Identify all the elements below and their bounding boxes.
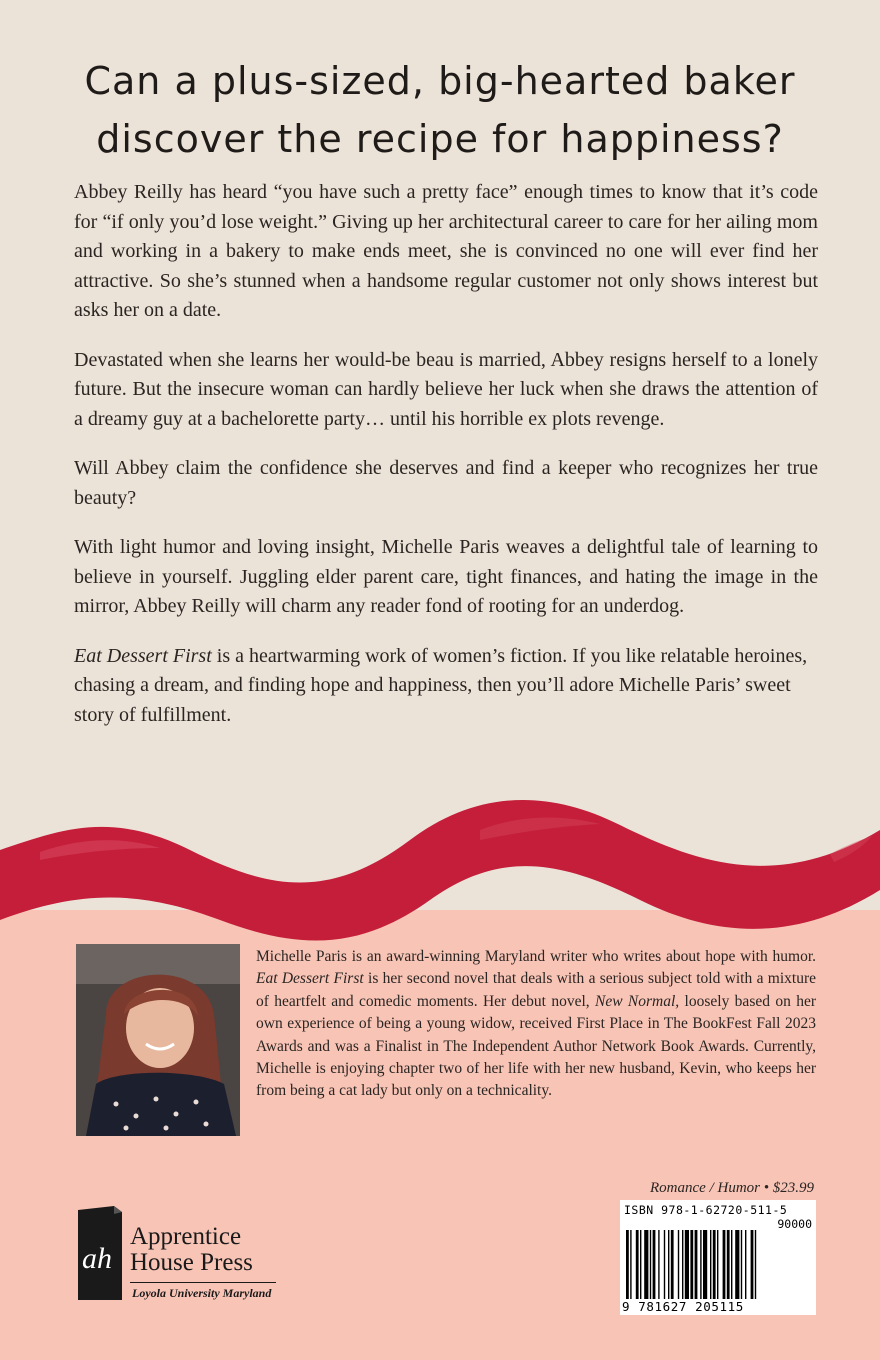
isbn-label: ISBN 978-1-62720-511-5: [624, 1203, 788, 1217]
bio-text-2: is her second novel that deals with a serious subject told with a mixture of heartfelt and comedic moments. Her debut novel,: [256, 970, 816, 1010]
barcode-bar: [626, 1230, 629, 1302]
barcode-bar: [678, 1230, 679, 1302]
barcode-bar: [731, 1230, 732, 1302]
barcode-bar: [636, 1230, 639, 1302]
publisher-rule: [130, 1282, 276, 1283]
barcode-bar: [710, 1230, 711, 1302]
barcode-bar: [751, 1230, 754, 1302]
author-photo: [76, 944, 240, 1136]
barcode-bar: [735, 1230, 739, 1302]
barcode-bar: [668, 1230, 669, 1302]
barcode-bar: [755, 1230, 756, 1302]
publisher-name-line-2: House Press: [130, 1249, 253, 1276]
synopsis: [74, 178, 818, 750]
publisher-name: [130, 1224, 253, 1276]
barcode-bars: [626, 1230, 810, 1302]
publisher-name-line-1: Apprentice: [130, 1223, 242, 1250]
barcode-digits: 9 781627 205115: [622, 1299, 814, 1314]
author-bio: [256, 946, 816, 1103]
isbn-barcode: [620, 1200, 816, 1315]
barcode-bar: [650, 1230, 651, 1302]
bio-text-1: Michelle Paris is an award-winning Maryland writer who writes about hope with humor.: [256, 948, 816, 965]
barcode-bar: [644, 1230, 648, 1302]
barcode-bar: [653, 1230, 656, 1302]
barcode-bar: [664, 1230, 665, 1302]
barcode-bar: [717, 1230, 718, 1302]
barcode-bar: [700, 1230, 701, 1302]
barcode-bar: [658, 1230, 659, 1302]
barcode-bar: [703, 1230, 707, 1302]
barcode-bar: [640, 1230, 641, 1302]
barcode-bar: [727, 1230, 730, 1302]
book-title: Eat Dessert First: [74, 644, 212, 667]
barcode-bar: [685, 1230, 689, 1302]
closing-text: is a heartwarming work of women’s fiction. If you like relatable heroines, chasing a dream, and finding hope and happiness, then you’ll adore Michelle Paris’ sweet story of fulfillment.: [74, 644, 808, 726]
barcode-bar: [713, 1230, 716, 1302]
book-icon: [74, 1206, 126, 1302]
publisher-logo: [74, 1206, 294, 1306]
barcode-bar: [682, 1230, 683, 1302]
synopsis-paragraph-3: Will Abbey claim the confidence she deserves and find a keeper who recognizes her true beauty?: [74, 457, 818, 509]
synopsis-paragraph-2: Devastated when she learns her would-be beau is married, Abbey resigns herself to a lonely future. But the insecure woman can hardly believe her luck when she draws the attention of a dreamy guy at a bachelorette party… until his horrible ex plots revenge.: [74, 348, 818, 430]
barcode-bar: [671, 1230, 674, 1302]
barcode-bar: [741, 1230, 742, 1302]
synopsis-paragraph-1: Abbey Reilly has heard “you have such a pretty face” enough times to know that it’s code for “if only you’d lose weight.” Giving up her architectural career to care for her ailing mom and working in a bakery to make ends meet, she is convinced no one will ever find her attractive. So she’s stunned when a handsome regular customer not only shows interest but asks her on a date.: [74, 181, 818, 321]
barcode-bar: [745, 1230, 746, 1302]
genre-price: Romance / Humor • $23.99: [650, 1180, 814, 1196]
bio-title-2: New Normal,: [595, 992, 680, 1010]
frosting-wave: [0, 790, 880, 950]
barcode-bar: [630, 1230, 631, 1302]
synopsis-paragraph-4: With light humor and loving insight, Michelle Paris weaves a delightful tale of learning to believe in yourself. Juggling elder parent care, tight finances, and hating the image in the mirror, Abbey Reilly will charm any reader fond of rooting for an underdog.: [74, 536, 818, 617]
barcode-addon: 90000: [777, 1217, 812, 1231]
barcode-bar: [723, 1230, 726, 1302]
publisher-affiliation: Loyola University Maryland: [132, 1286, 272, 1300]
logo-letters: ah: [82, 1242, 112, 1275]
bio-title-1: Eat Dessert First: [256, 970, 364, 988]
synopsis-closing: [74, 642, 818, 731]
barcode-bar: [695, 1230, 698, 1302]
author-photo-illustration: [76, 944, 240, 1136]
barcode-bar: [690, 1230, 693, 1302]
headline: Can a plus-sized, big-hearted baker discover the recipe for happiness?: [84, 59, 796, 161]
bio-text-3: loosely based on her own experience of being a young widow, received First Place in The BookFest Fall 2023 Awards and was a Finalist in The Independent Author Network Book Awards. Currently, Michelle is enjoying chapter two of her life with her new husband, Kevin, who keeps her from being a cat lady but only on a technicality.: [256, 992, 816, 1100]
